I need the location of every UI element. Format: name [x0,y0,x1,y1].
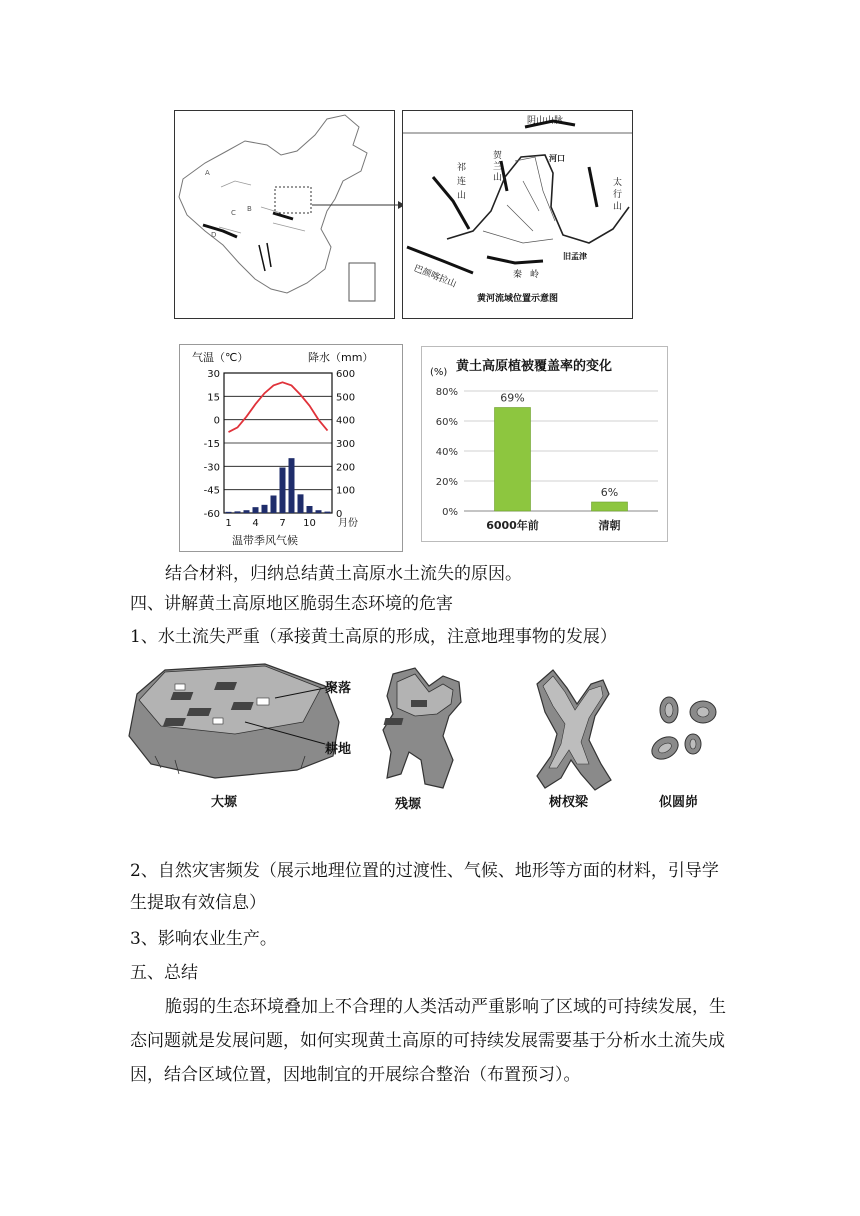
landform-label-dayuan: 大塬 [211,795,238,810]
climate-left-tick: 30 [207,369,220,380]
basin-map-caption: 黄河流域位置示意图 [477,294,559,304]
veg-data-label: 6% [600,486,619,499]
vegetation-unit-label: (%) [430,367,448,378]
veg-bar [495,408,531,512]
yellow-river-basin-map [403,111,632,318]
hekou-label: 河口 [549,154,565,163]
veg-y-tick: 60% [435,417,458,428]
climate-month-tick: 1 [225,518,232,529]
conclusion-line3: 因，结合区域位置，因地制宜的开展综合整治（布置预习）。 [130,1065,581,1085]
precip-bar [226,512,232,513]
shuchaliang-landform [537,670,611,790]
landform-label-shuchaliang: 树杈梁 [549,795,589,810]
precip-bar [235,511,241,513]
climate-chart [180,345,402,551]
vegetation-chart [422,347,667,541]
item-3: 3、影响农业生产。 [130,929,277,949]
precip-bar [298,494,304,513]
climate-right-tick: 300 [336,439,356,450]
yellow-river-basin-map-panel [402,110,633,319]
task-paragraph: 结合材料，归纳总结黄土高原水土流失的原因。 [165,564,522,584]
veg-data-label: 69% [500,391,525,405]
climate-left-tick: -30 [203,462,220,474]
climate-right-tick: 400 [336,415,356,427]
climate-month-tick: 7 [279,518,286,529]
svg-text:A: A [205,169,210,177]
veg-category-label: 6000年前 [486,519,539,532]
veg-bar [592,502,628,511]
climate-left-tick: 15 [207,392,220,404]
svg-text:C: C [231,209,236,217]
farmland-label: 耕地 [325,742,352,757]
svg-text:B: B [247,205,252,213]
climate-left-axis-label: 气温（℃） [192,351,249,364]
jiumengjin-label: 旧孟津 [563,252,587,261]
climate-right-axis-label: 降水（mm） [308,351,374,364]
vegetation-chart-title: 黄土高原植被覆盖率的变化 [456,359,613,374]
climate-month-tick: 10 [303,518,316,529]
veg-y-tick: 80% [435,387,458,398]
climate-left-tick: -45 [203,485,220,497]
climate-month-tick: 4 [252,518,259,529]
climate-left-tick: -15 [203,439,220,450]
veg-y-tick: 20% [435,477,458,488]
climate-left-tick: 0 [213,415,220,427]
vegetation-chart-panel [421,346,668,542]
section-five-heading: 五、总结 [130,963,198,983]
conclusion-line2: 态问题就是发展问题，如何实现黄土高原的可持续发展需要基于分析水土流失成 [130,1031,725,1051]
climate-right-tick: 500 [336,392,356,404]
precip-bar [316,510,322,513]
taihang-label: 太行山 [613,178,623,212]
veg-y-tick: 40% [435,447,458,458]
climate-right-tick: 600 [336,369,356,380]
climate-right-tick: 200 [336,462,356,474]
qilian-label: 祁连山 [457,163,467,201]
climate-month-label: 月份 [338,518,358,529]
yinshan-label: 阴山山脉 [527,116,564,126]
landform-label-siyuanmao: 似圆峁 [659,795,699,810]
precip-bar [253,507,259,513]
item-2-line2: 生提取有效信息） [130,893,266,913]
precip-bar [271,496,277,514]
section-four-heading: 四、讲解黄土高原地区脆弱生态环境的危害 [130,594,453,614]
precip-bar [325,512,331,513]
climate-caption: 温带季风气候 [232,534,298,547]
precip-bar [262,505,268,513]
canyuan-landform [383,668,461,788]
helan-label: 贺兰山 [493,151,503,183]
climate-right-tick: 0 [336,509,343,520]
climate-left-tick: -60 [203,509,220,520]
qinling-label: 秦岭 [513,270,548,280]
veg-y-tick: 0% [442,507,458,518]
climate-right-tick: 100 [336,485,356,497]
temperature-line [229,382,328,432]
connector-arrow [310,195,405,215]
precip-bar [289,458,295,513]
svg-text:D: D [211,231,217,239]
dayuan-plateau [129,664,339,778]
landform-label-canyuan: 残塬 [395,797,422,812]
settlement-label: 聚落 [325,681,352,696]
precip-bar [307,506,313,513]
landform-illustration [125,660,735,820]
item-2-line1: 2、自然灾害频发（展示地理位置的过渡性、气候、地形等方面的材料，引导学 [130,861,719,881]
precip-bar [280,468,286,514]
siyuanmao-landform [648,697,716,764]
conclusion-line1: 脆弱的生态环境叠加上不合理的人类活动严重影响了区域的可持续发展，生 [165,997,726,1017]
bayankala-label: 巴颜喀拉山 [412,263,458,290]
veg-category-label: 清朝 [598,519,621,532]
precip-bar [244,510,250,513]
climate-chart-panel [179,344,403,552]
item-1: 1、水土流失严重（承接黄土高原的形成，注意地理事物的发展） [130,627,617,647]
